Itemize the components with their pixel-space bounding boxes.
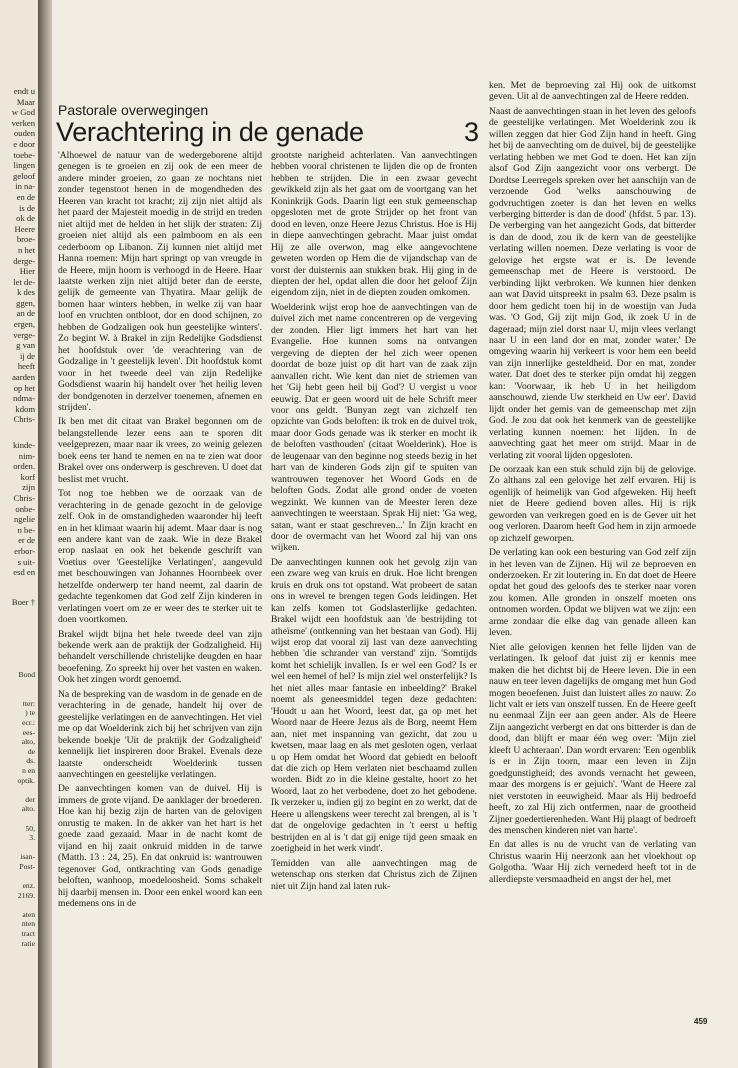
paragraph: De verlating kan ook een besturing van God zelf zijn in het leven van de Zijnen. Hij wil ze beproeven en onderzoeken. Er zit loutering in. En dat doet de Heere opdat het goud des geloofs des te sterker naar voren zou komen. Alle gronden in onszelf moeten ons ontnomen worden. Opdat we blijven wat we zijn: een arme zondaar die elke dag van genade alleen kan leven.	[489, 547, 696, 639]
paragraph: Niet alle gelovigen kennen het felle lijden van de verlatingen. Ik geloof dat juist zij er kennis mee maken die het dichtst bij de Heere leven. Die in een nauw en teer leven dagelijks de omgang met hun God mogen beoefenen. Juist dan luistert alles zo nauw. Zo licht valt er iets van onszelf tussen. En de Heere geeft nu eenmaal Zijn eer aan geen ander. Als de Heere Zijn aangezicht verbergt en dat ons bitterder is dan de dood, dan blijft er maar één weg over: 'Mijn ziel kleeft U achteraan'. Dan wordt ervaren: 'Een ogenblik is er in Zijn toorn, maar een leven in Zijn goedgunstigheid; des avonds vernacht het geween, maar des morgens is er gejuich'. 'Want de Heere zal niet verstoten in eeuwigheid. Maar als Hij bedroefd heeft, zo zal Hij zich ontfermen, naar de grootheid Zijner goedertierenheden. Want Hij plaagt of bedroeft des menschen kinderen niet van harte'.	[489, 641, 696, 836]
part-number: 3	[464, 117, 480, 147]
page-number: 459	[694, 1017, 708, 1026]
paragraph: Woelderink wijst erop hoe de aanvechtingen van de duivel zich met name concentreren op de vergeving der zonden. Hier ligt immers het hart van het Evangelie. Hoe kunnen soms na ontvangen vergeving de diepten der hel zich weer openen doordat de boze juist op dit hart van de zaak zijn aanvallen richt. Wie kent dan niet de striemen van het 'Gij hebt geen heil bij God'? U vergist u voor eeuwig. Dat er geen woord uit de hele Schrift meer voor ons geldt. 'Bunyan zegt van zichzelf ten opzichte van Gods beloften: ik trok en de duivel trok, maar door Gods genade was ik sterker en mocht ik de beloften vasthouden' (citaat Woelderink). Hoe is de leugenaar van den beginne nog steeds bezig in het hart van de kinderen Gods zijn gif te spuiten van wantrouwen tegenover het Woord Gods en de beloften Gods. Zodat alle grond onder de voeten wegzinkt. We kunnen van de Meester leren deze aanvechtingen te weerstaan. Sprak Hij niet: 'Ga weg, satan, want er staat geschreven...' In Zijn kracht en door de overmacht van het Woord zal hij van ons wijken.	[271, 301, 477, 554]
book-gutter	[38, 0, 52, 1068]
section-kicker: Pastorale overwegingen	[58, 102, 209, 118]
text-column-2	[271, 150, 477, 895]
paragraph: grootste narigheid achterlaten. Van aanvechtingen hebben vooral christenen te lijden die op de fronten hebben te strijden. Die in een zwaar gevecht gewikkeld zijn als het gaat om de voortgang van het Koninkrijk Gods. Daarin ligt een stuk gemeenschap opgesloten met de grote Strijder op het front van dood en leven, onze Heere Jezus Christus. Hoe is Hij in diepe aanvechtingen gebracht. Maar juist omdat Hij ze alle overwon, mag elke aangevochtene geweten worden op Hem die de vijandschap van de vorst der duisternis aan stukken brak. Hij ging in de diepten der hel, opdat allen die door het geloof Zijn eigendom zijn, niet in de diepten zouden omkomen.	[271, 150, 477, 299]
paragraph: Tot nog toe hebben we de oorzaak van de verachtering in de genade gezocht in de gelovige zelf. Ook in de omstandigheden waaronder hij leeft en in het klimaat waarin hij ademt. Maar daar is nog een andere kant van de zaak. Wie in deze Brakel erop naslaat en ook het bekende geschrift van Voetius over 'Geestelijke Verlatingen', aangevuld met beschouwingen van Johannes Hoornbeek over hetzelfde onderwerp ter hand neemt, zal daarin de gedachte tegenkomen dat God zelf Zijn kinderen in verlatingen voert om ze er weer des te sterker uit te doen voortkomen.	[58, 488, 262, 626]
paragraph: Brakel wijdt bijna het hele tweede deel van zijn bekende werk aan de praktijk der Godzaligheid. Hij behandelt verschillende christelijke deugden en haar beoefening. Zo spreekt hij over het vasten en waken. Ook het zingen wordt genoemd.	[58, 628, 262, 686]
paragraph: De aanvechtingen kunnen ook het gevolg zijn van een zware weg van kruis en druk. Hoe licht brengen kruis en druk ons tot opstand. Wat probeert de satan ons in wrevel te brengen tegen Gods leidingen. Het kan zelfs komen tot Godslasterlijke gedachten. Brakel wijdt een hoofdstuk aan 'de bestrijding tot atheïsme' (ontkenning van het bestaan van God). Hij wijst erop dat vooral zij last van deze aanvechting hebben 'die schrander van verstand' zijn. 'Somtijds komt het schielijk invallen. Is er wel een God? Is er wel een hemel of hel? Is mijn ziel wel onsterfelijk? Is het niet alles maar fantasie en inbeelding?' Brakel noemt als geneesmiddel tegen deze gedachten: 'Houdt u aan het Woord, leest dat, ga op met het Woord naar de Heere Jezus als de Borg, neemt Hem aan, niet met inspanning van gezicht, dat zou u kwetsen, maar laag en als met gesloten ogen, verlaat u op Hem omdat het Woord dat gebiedt en belooft dat die zich op Hem verlaten niet beschaamd zullen worden. Bidt zo in die kleine gestalte, hoort zo het Woord, laat zo het verbodene, doet zo het gebodene. Ik verzeker u, indien gij zo begint en zo werkt, dat de Heere u allengskens weer terecht zal brengen, al is 't dat de ongelovige gedachten in 't eerst u heftig bestrijden en al is 't dat gij enige tijd geen smaak en zoetigheid in het werk vindt'.	[271, 556, 477, 855]
text-column-1	[58, 150, 262, 912]
paragraph: En dat alles is nu de vrucht van de verlating van Christus waarin Hij neerzonk aan het vloekhout op Golgotha. 'Waar Hij zich vernederd heeft tot in de allerdiepste versmaadheid en angst der hel, met	[489, 839, 696, 885]
paragraph: Ik ben met dit citaat van Brakel begonnen om de belangstellende lezer eens aan te sporen dit veelgeprezen, maar naar ik vrees, zo weinig gelezen boek eens ter hand te nemen en na te zien wat door Brakel over ons onderwerp is geschreven. U doet dat beslist met vrucht.	[58, 416, 262, 485]
paragraph: Na de bespreking van de wasdom in de genade en de verachtering in de genade, handelt hij over de geestelijke verlatingen en de aanvechtingen. Het viel me op dat Woelderink zich bij het schrijven van zijn bekende boekje 'Uit de praktijk der Godzaligheid' kennelijk liet inspireren door Brakel. Evenals deze laatste onderscheidt Woelderink tussen aanvechtingen en geestelijke verlatingen.	[58, 688, 262, 781]
previous-page-text-middle: kinde- nim- orden. korf zijn Chris- onbe- ngelie n be- er de erbor- s uit- esd en	[13, 440, 35, 578]
paragraph: Temidden van alle aanvechtingen mag de wetenschap ons sterken dat Christus zich de Zijnen niet uit Zijn hand zal laten ruk-	[271, 857, 477, 892]
previous-page-margin	[0, 0, 38, 1068]
paragraph: 'Alhoewel de natuur van de wedergeborene altijd genegen is te groeien en zij ook de een meer de andere minder groeien, zo gaan ze nochtans niet zonder tegenstoot henen in de mogendheden des Heeren van kracht tot kracht; zij zijn niet altijd als het paard der Majesteit moedig in de strijd en treden niet altijd met de helden in het slijk der straten: Zij groeien niet altijd als een palmboom en als een cederboom op Libanon. Zij kunnen niet altijd met Hanna roemen: Mijn hart springt op van vreugde in de Heere, mijn hoorn is verhoogd in de Heere. Haar laatste werken zijn niet altijd beter dan de eerste, gelijk de gemeente van Thyatira. Maar gelijk de bomen haar winters hebben, in welke zij van haar loof en vruchten ontbloot, dor en dood schijnen, zo hebben de Godzaligen ook hun geestelijke winters'. Zo begint W. à Brakel in zijn Redelijke Godsdienst het hoofdstuk over 'de verachtering van de Godzalige in 't geestelijk leven'. Dit hoofdstuk komt voor in het tweede deel van zijn Redelijke Godsdienst waarin hij handelt over 'het heilig leven der bondgenoten in derzelver toenemen, afnemen en strijden'.	[58, 150, 262, 413]
previous-page-text-top: endt u Maar w God verken ouden e door toebe- lingen geloof in na- en de is de ok de Heere broe- n het derge- Hier let de- k des ggen, an de ergen, verge- g van ij de heeft aarden op het ndma- kdom Chris-	[11, 86, 35, 425]
paragraph: Naast de aanvechtingen staan in het leven des geloofs de geestelijke verlatingen. Met Woelderink zou ik willen zeggen dat hier God Zijn hand in heeft. Ging het bij de aanvechting om de duivel, bij de geestelijke verlating hebben we met God te doen. Het kan zijn alsof God Zijn aangezicht voor ons verbergt. De Dordtse Leerregels spreken over het aanschijn van de verzoende God 'welks aanschouwing de godvruchtigen zoeter is dan het leven en welks verberging bitterder is dan de dood' (hfdst. 5 par. 13). De verberging van het aangezicht Gods, dat bitterder is dan de dood, zou ik de kern van de geestelijke verlating willen noemen. Deze verlating is voor de gelovige het ergste wat er is. De levende gemeenschap met de Heere is verstoord. De verbinding lijkt verbroken. We kunnen hier denken aan wat David uitspreekt in psalm 63. Deze psalm is door hem gedicht toen hij in de woestijn van Juda was. 'O God, Gij zijt mijn God, ik zoek U in de dageraad; mijn ziel dorst naar U, mijn vlees verlangt naar U in een land dor en mat, zonder water.' De omgeving waarin hij verkeert is voor hem een beeld van zijn innerlijke gesteldheid. Dor en mat, zonder water. Dat doet des te sterker pijn omdat hij zeggen kan: 'Voorwaar, ik heb U in het heiligdom aanschouwd, ziende Uw sterkheid en Uw eer'. David lijdt onder het gemis van de gemeenschap met zijn God. Je zou dat ook het kenmerk van de geestelijke verlating kunnen noemen: het lijden. In de aanvechting gaat het meer om strijd. Maar in de verlating zit vooral lijden opgesloten.	[489, 105, 696, 461]
paragraph: De aanvechtingen komen van de duivel. Hij is immers de grote vijand. De aanklager der broederen. Hoe kan hij bezig zijn de harten van de gelovigen onrustig te maken. In de akker van het hart is het goede zaad gezaaid. Maar in de nacht komt de vijand en hij zaait onkruid midden in de tarwe (Matth. 13 : 24, 25). En dat onkruid is: wantrouwen tegenover God, ontkrachting van Gods genadige beloften, wanhoop, moedeloosheid. Soms schakelt hij daarbij mensen in. Door een enkel woord kan een medemens ons in de	[58, 783, 262, 909]
article-page	[52, 0, 738, 1068]
previous-page-sidebar: Bond tter: ) te ecr.: ees- alto, de ds. n en optik. der alto. 50, 3. isan- Post- enz. 2169. aten nten tract ratie	[17, 670, 35, 948]
text-column-3	[489, 80, 696, 888]
previous-page-signature: Boer †	[11, 597, 35, 607]
article-title: Verachtering in de genade	[56, 117, 364, 147]
paragraph: ken. Met de beproeving zal Hij ook de uitkomst geven. Uit al de aanvechtingen zal de Heere redden.	[489, 80, 696, 103]
paragraph: De oorzaak kan een stuk schuld zijn bij de gelovige. Zo althans zal een gelovige het zelf ervaren. Hij is ogenlijk of heimelijk van God afgeweken. Hij heeft niet de Heere gediend boven alles. Hij is rijk geworden van verkregen goed en is de Gever uit het oog verloren. Daarom heeft God hem in zijn armoede op zichzelf geworpen.	[489, 463, 696, 544]
